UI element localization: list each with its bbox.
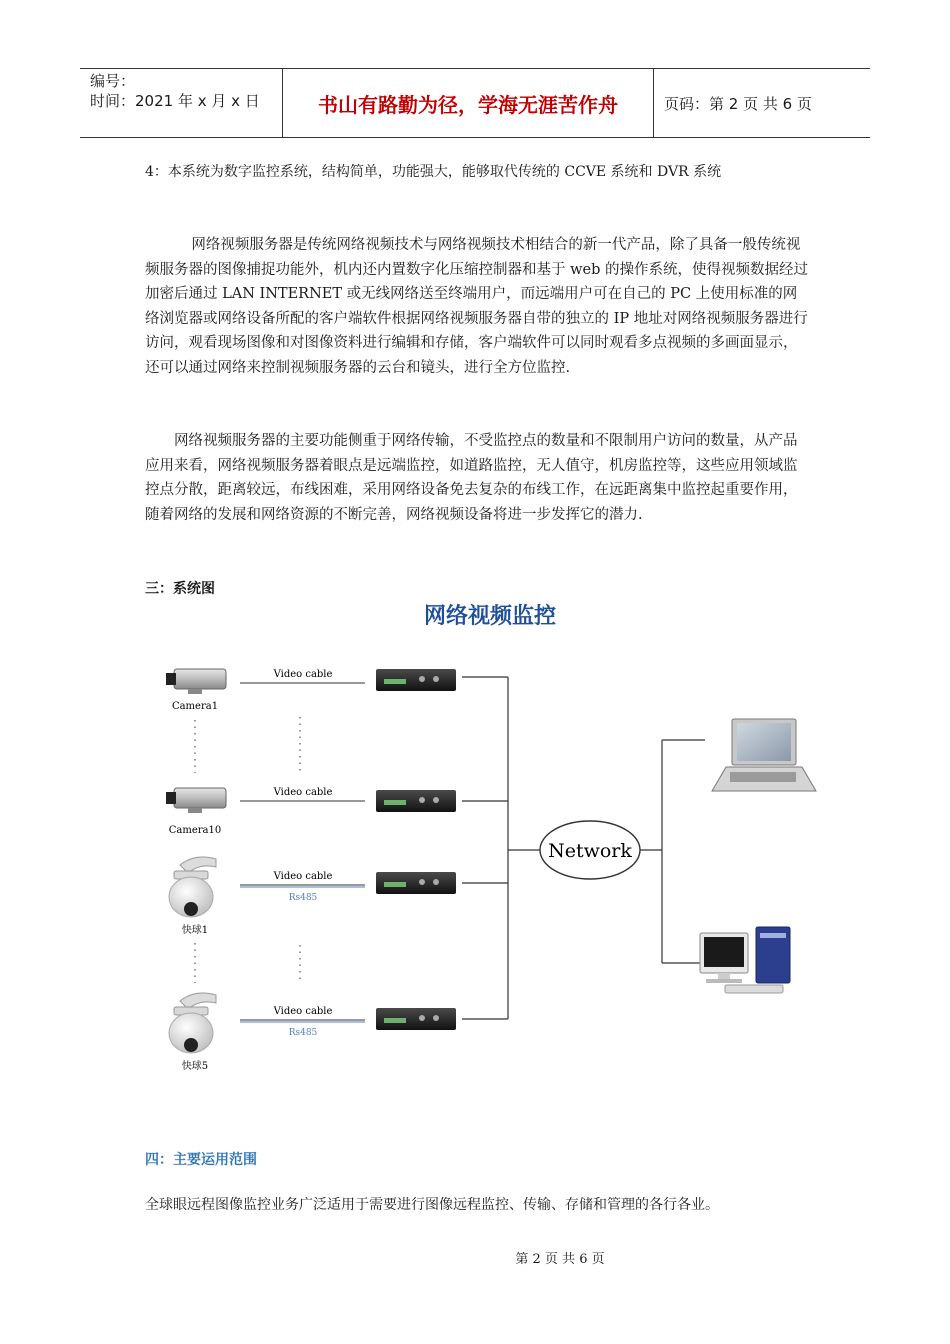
item-4-text: 4：本系统为数字监控系统，结构简单，功能强大，能够取代传统的 CCVE 系统和 DVR 系统 — [145, 164, 722, 180]
paragraph-3: 全球眼远程图像监控业务广泛适用于需要进行图像远程监控、传输、存储和管理的各行各业。 — [145, 1197, 719, 1213]
cable-row-2 — [240, 787, 365, 801]
video-server-box — [376, 872, 456, 894]
network-label: Network — [548, 840, 632, 862]
section-4-title: 四：主要运用范围 — [145, 1152, 257, 1168]
camera-icon — [166, 669, 226, 694]
client-bus — [640, 740, 705, 963]
header-motto: 书山有路勤为径，学海无涯苦作舟 — [282, 69, 654, 137]
paragraph-2: 网络视频服务器的主要功能侧重于网络传输，不受监控点的数量和不限制用户访问的数量，从产品应用来看，网络视频服务器着眼点是远端监控，如道路监控，无人值守，机房监控等，这些应用领域监控点分散，距离较远，布线困难，采用网络设备免去复杂的布线工作，在远距离集中监控起重要作用，随着网络的发展和网络资源的不断完善，网络视频设备将进一步发挥它的潜力. — [145, 433, 798, 523]
dome1-label: 快球1 — [181, 925, 209, 936]
paragraph-1: 网络视频服务器是传统网络视频技术与网络视频技术相结合的新一代产品，除了具备一般传统视频服务器的图像捕捉功能外，机内还内置数字化压缩控制器和基于 web 的操作系统，使得视频数据经过加密后通过 LAN INTERNET 或无线网络送至终端用户，而远端用户可在自己的 PC 上使用标准的网络浏览器或网络设备所配的客户端软件根据网络视频服务器自带的独立的 IP 地址对网络视频服务器进行访问，观看现场图像和对图像资料进行编辑和存储，客户端软件可以同时观看多点视频的多画面显示，还可以通过网络来控制视频服务器的云台和镜头，进行全方位监控. — [145, 237, 808, 376]
camera1-label: Camera1 — [171, 701, 219, 712]
section-3-title: 三：系统图 — [145, 581, 215, 597]
header-meta — [80, 69, 282, 137]
cable-row-3 — [240, 871, 365, 903]
desktop-pc-icon — [700, 927, 790, 993]
laptop-icon — [712, 719, 816, 791]
document-number: 编号： — [90, 72, 136, 90]
video-cable-label: Video cable — [273, 1006, 333, 1017]
cable-row-4 — [240, 1006, 365, 1038]
rs485-label: Rs485 — [288, 1028, 318, 1038]
document-time: 时间：2021 年 x 月 x 日 — [90, 92, 260, 110]
dome-camera-icon — [169, 857, 216, 917]
video-cable-label: Video cable — [273, 871, 333, 882]
page-footer: 第 2 页 共 6 页 — [515, 1252, 605, 1267]
video-server-box — [376, 790, 456, 812]
page-header — [80, 68, 870, 138]
header-page-info: 页码：第 2 页 共 6 页 — [664, 94, 812, 113]
camera10-label: Camera10 — [168, 825, 222, 836]
dome-camera-icon — [169, 993, 216, 1053]
camera-icon — [166, 788, 226, 813]
rs485-label: Rs485 — [288, 893, 318, 903]
video-server-box — [376, 1008, 456, 1030]
video-cable-label: Video cable — [273, 669, 333, 680]
video-server-box — [376, 669, 456, 691]
system-diagram — [140, 595, 820, 1095]
video-cable-label: Video cable — [273, 787, 333, 798]
cable-row-1 — [240, 669, 365, 683]
diagram-title: 网络视频监控 — [423, 603, 557, 629]
network-bus — [462, 677, 540, 1019]
dome5-label: 快球5 — [181, 1061, 209, 1072]
